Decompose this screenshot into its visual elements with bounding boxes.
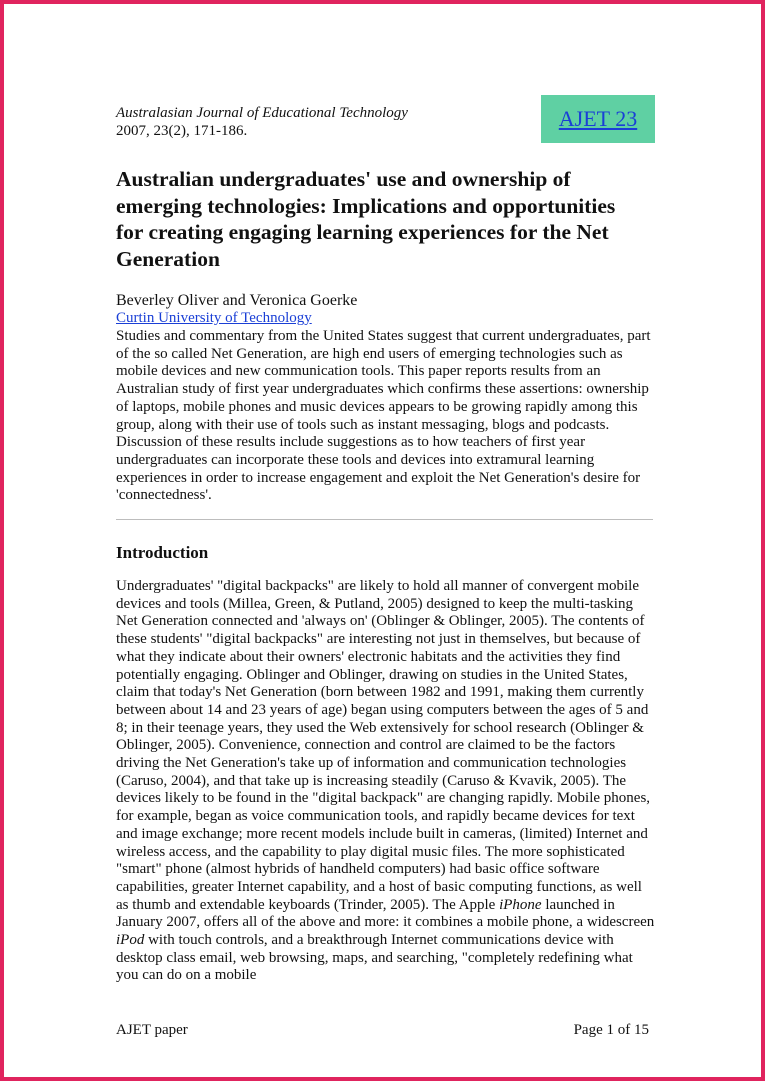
article-title: Australian undergraduates' use and ownership of emerging technologies: Implications and opportunities for creating engaging learning experiences for the Net Generation	[116, 167, 616, 271]
ajet-badge	[541, 95, 655, 143]
ipod-term: iPod	[116, 932, 145, 949]
footer-label: AJET paper	[116, 1022, 188, 1038]
intro-text-part2: launched in January 2007, offers all of the above and more: it combines a mobile phone, a widescreen	[116, 896, 655, 931]
introduction-paragraph	[116, 578, 656, 985]
ajet-badge-link[interactable]: AJET 23	[558, 106, 638, 131]
divider	[116, 519, 653, 520]
authors: Beverley Oliver and Veronica Goerke	[116, 292, 358, 309]
intro-text-part1: Undergraduates' "digital backpacks" are likely to hold all manner of convergent mobile devices and tools (Millea, Green, & Putland, 2005) designed to keep the multi-tasking Net Generation connected and 'always on' (Oblinger & Oblinger, 2005). The contents of these students' "digital backpacks" are interesting not just in themselves, but because of what they indicate about their owners' electronic habitats and the activities they find potentially engaging. Oblinger and Oblinger, drawing on studies in the United States, claim that today's Net Generation (born between 1982 and 1991, making them currently between about 14 and 23 years of age) began using computers between the ages of 5 and 8; in their teenage years, they used the Web extensively for school research (Oblinger & Oblinger, 2005). Convenience, connection and control are claimed to be the factors driving the Net Generation's take up of information and communication technologies (Caruso, 2004), and that take up is increasing steadily (Caruso & Kvavik, 2005). The devices likely to be found in the "digital backpack" are changing rapidly. Mobile phones, for example, began as voice communication tools, and rapidly became devices for text and image exchange; more recent models include built in cameras, (limited) Internet and wireless access, and the capability to play digital music files. The more sophisticated "smart" phone (almost hybrids of handheld computers) had basic office software capabilities, greater Internet capability, and a host of basic computing functions, as well as thumb and extendable keyboards (Trinder, 2005). The Apple	[116, 578, 651, 913]
iphone-term: iPhone	[499, 896, 542, 913]
section-heading-introduction: Introduction	[116, 543, 209, 562]
abstract: Studies and commentary from the United States suggest that current undergraduates, part of the so called Net Generation, are high end users of emerging technologies such as mobile devices and new communication tools. This paper reports results from an Australian study of first year undergraduates which confirms these assertions: ownership of laptops, mobile phones and music devices appears to be growing rapidly among this group, along with their use of tools such as instant messaging, blogs and podcasts. Discussion of these results include suggestions as to how teachers of first year undergraduates can incorporate these tools and devices into extramural learning experiences in order to increase engagement and exploit the Net Generation's desire for 'connectedness'.	[116, 328, 651, 504]
journal-issue: 2007, 23(2), 171-186.	[116, 123, 248, 139]
journal-citation	[116, 104, 516, 140]
journal-name: Australasian Journal of Educational Technology	[116, 105, 408, 121]
intro-text-part3: with touch controls, and a breakthrough Internet communications device with desktop class email, web browsing, maps, and searching, "completely redefining what you can do on a mobile	[116, 932, 633, 984]
affiliation-link[interactable]: Curtin University of Technology	[116, 310, 312, 326]
page-number: Page 1 of 15	[573, 1022, 649, 1038]
